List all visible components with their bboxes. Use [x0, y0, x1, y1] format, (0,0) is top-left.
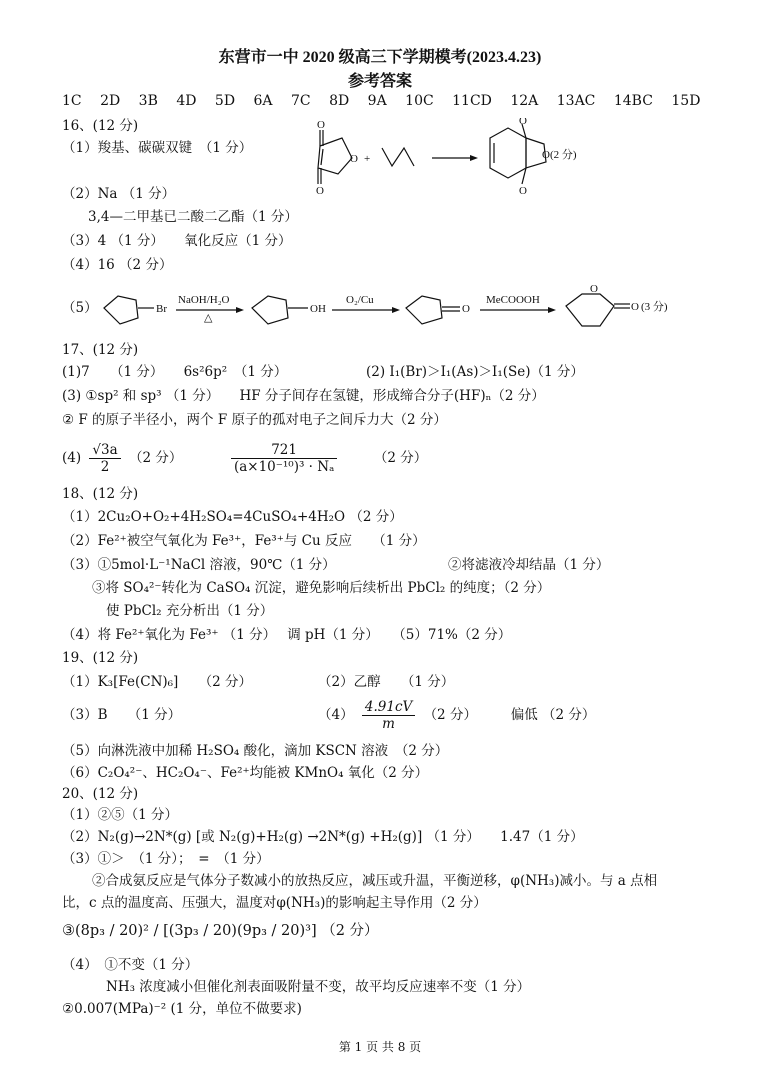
- choice-answer: 3B: [138, 93, 158, 109]
- choice-answer: 9A: [367, 93, 387, 109]
- q20-answer-3: （3）①＞ （1 分）； = （1 分）: [62, 851, 270, 867]
- q19-answer-3: （3）B （1 分）: [62, 707, 182, 723]
- atom-label-br: Br: [156, 303, 167, 315]
- q19-heading: 19、(12 分): [62, 650, 139, 666]
- q17-answer-1: (1)7 （1 分） 6s²6p² （1 分）: [62, 364, 288, 380]
- q17-answer-3b: ② F 的原子半径小，两个 F 原子的孤对电子之间斥力大（2 分）: [62, 412, 447, 428]
- q17-answer-3: (3) ①sp² 和 sp³ （1 分） HF 分子间存在氢键，形成缔合分子(HF)ₙ（2 分）: [62, 388, 545, 404]
- choice-answer: 5D: [214, 93, 236, 109]
- part-label: (4): [62, 450, 82, 466]
- q16-answer-5-label: （5）: [62, 300, 98, 316]
- q20-answer-4: （4） ①不变（1 分）: [62, 957, 199, 973]
- fraction: [231, 442, 337, 475]
- score-label: （2 分） 偏低 （2 分）: [423, 707, 596, 723]
- fraction: [362, 699, 415, 732]
- fraction: [89, 442, 120, 475]
- atom-label-o: O: [519, 118, 527, 127]
- q20-answer-3d: ③(8p₃ / 20)² / [(3p₃ / 20)(9p₃ / 20)³] （2 分）: [62, 923, 379, 939]
- fraction-numerator: 721: [231, 442, 337, 459]
- choice-answer: 11CD: [452, 93, 492, 109]
- choice-answer: 13AC: [556, 93, 596, 109]
- atom-label-o: O: [631, 301, 639, 313]
- q20-answer-1: （1）②⑤（1 分）: [62, 807, 178, 823]
- fraction-denominator: m: [382, 716, 395, 732]
- heat-symbol: △: [204, 312, 213, 324]
- q19-answer-5: （5）向淋洗液中加稀 H₂SO₄ 酸化，滴加 KSCN 溶液 （2 分）: [62, 743, 449, 759]
- reagent-label: O₂/Cu: [346, 294, 374, 306]
- page-title: 东营市一中 2020 级高三下学期模考(2023.4.23): [218, 49, 542, 66]
- q20-answer-4c: ②0.007(MPa)⁻² (1 分，单位不做要求): [62, 1001, 302, 1017]
- q19-answer-6: （6）C₂O₄²⁻、HC₂O₄⁻、Fe²⁺均能被 KMnO₄ 氧化（2 分）: [62, 765, 429, 781]
- q20-answer-4b: NH₃ 浓度减小但催化剂表面吸附量不变，故平均反应速率不变（1 分）: [106, 979, 531, 995]
- choice-answer: 4D: [176, 93, 197, 109]
- page-footer: 第 1 页 共 8 页: [338, 1040, 422, 1054]
- q16-answer-2b: 3,4—二甲基已二酸二乙酯（1 分）: [88, 209, 298, 225]
- choice-answer: 1C: [62, 93, 82, 109]
- q18-answer-2: （2）Fe²⁺被空气氧化为 Fe³⁺，Fe³⁺与 Cu 反应 （1 分）: [62, 533, 426, 549]
- atom-label-oh: OH: [310, 303, 326, 315]
- q18-answer-4: （4）将 Fe²⁺氧化为 Fe³⁺ （1 分） 调 pH（1 分） （5）71%（2 分）: [62, 627, 512, 643]
- choice-answer: 8D: [329, 93, 350, 109]
- atom-label-o: O: [350, 153, 358, 165]
- q19-answer-2: （2）乙醇 （1 分）: [318, 674, 455, 690]
- choice-answer: 15D: [671, 93, 701, 109]
- diels-alder-scheme: [290, 118, 590, 198]
- fraction-numerator: √3a: [89, 442, 120, 459]
- q20-answer-3c: 比，c 点的温度高、压强大，温度对φ(NH₃)的影响起主导作用（2 分）: [62, 895, 487, 911]
- synthesis-route-scheme: [96, 280, 726, 338]
- q16-answer-2: （2）Na （1 分）: [62, 186, 176, 202]
- part-label: （4）: [318, 707, 354, 723]
- fraction-denominator: 2: [100, 459, 110, 475]
- score-label: (3 分): [641, 301, 668, 313]
- q20-answer-3b: ②合成氨反应是气体分子数减小的放热反应，减压或升温，平衡逆移，φ(NH₃)减小。与 a 点相: [92, 873, 658, 889]
- q16-answer-1: （1）羧基、碳碳双键 （1 分）: [62, 140, 253, 156]
- reagent-label: MeCOOOH: [486, 294, 540, 306]
- q18-answer-3c: ③将 SO₄²⁻转化为 CaSO₄ 沉淀，避免影响后续析出 PbCl₂ 的纯度；（2 分）: [92, 580, 551, 596]
- q18-answer-3: （3）①5mol·L⁻¹NaCl 溶液，90℃（1 分）: [62, 557, 336, 573]
- atom-label-o: O: [317, 119, 325, 131]
- q18-answer-3d: 使 PbCl₂ 充分析出（1 分）: [106, 603, 274, 619]
- score-label: （2 分）: [128, 450, 183, 466]
- choice-answer: 14BC: [613, 93, 653, 109]
- choice-answer: 7C: [291, 93, 311, 109]
- atom-label-o: O: [519, 185, 527, 197]
- score-label: （2 分）: [373, 450, 428, 466]
- q17-answer-4: [62, 440, 427, 476]
- reagent-label: NaOH/H₂O: [178, 294, 230, 306]
- q17-heading: 17、(12 分): [62, 342, 139, 358]
- q20-heading: 20、(12 分): [62, 786, 139, 802]
- q16-heading: 16、(12 分): [62, 118, 139, 134]
- q19-answer-1: （1）K₃[Fe(CN)₆] （2 分）: [62, 674, 252, 690]
- q16-answer-4: （4）16 （2 分）: [62, 257, 173, 273]
- q18-answer-1: （1）2Cu₂O+O₂+4H₂SO₄=4CuSO₄+4H₂O （2 分）: [62, 509, 403, 525]
- choice-answer: 12A: [510, 93, 539, 109]
- atom-label-o: O: [590, 283, 598, 295]
- svg-text:+: +: [364, 153, 371, 165]
- q17-answer-2: (2) I₁(Br)＞I₁(As)＞I₁(Se)（1 分）: [366, 364, 584, 380]
- choice-answer: 6A: [253, 93, 273, 109]
- q16-answer-3: （3）4 （1 分） 氧化反应（1 分）: [62, 233, 292, 249]
- fraction-denominator: (a×10⁻¹⁰)³ · Nₐ: [233, 459, 335, 475]
- choice-answer: 10C: [405, 93, 434, 109]
- q20-answer-2: （2）N₂(g)→2N*(g) [或 N₂(g)+H₂(g) →2N*(g) +H₂(g)] （1 分） 1.47（1 分）: [62, 829, 584, 845]
- atom-label-o: O: [462, 303, 470, 315]
- q18-heading: 18、(12 分): [62, 486, 139, 502]
- page-subtitle: 参考答案: [347, 73, 412, 90]
- score-label: (2 分): [550, 149, 577, 161]
- choice-answer: 2D: [100, 93, 121, 109]
- q18-answer-3b: ②将滤液冷却结晶（1 分）: [448, 557, 610, 573]
- fraction-numerator: 4.91cV: [362, 699, 415, 716]
- q19-answer-4: [318, 697, 595, 733]
- atom-label-o: O: [316, 185, 324, 197]
- atom-label-o: O: [542, 149, 550, 161]
- choice-answers: [62, 93, 714, 109]
